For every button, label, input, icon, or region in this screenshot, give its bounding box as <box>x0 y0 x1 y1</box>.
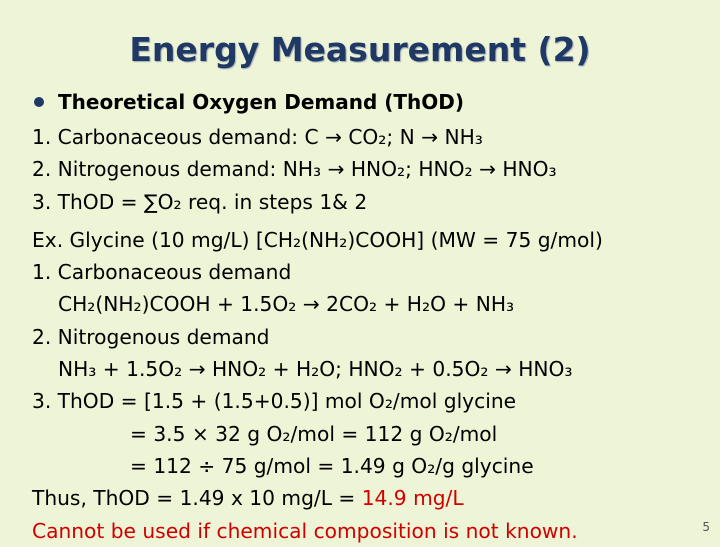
text-line: 3. ThOD = ∑O₂ req. in steps 1& 2 <box>32 189 368 214</box>
text-line: 1. Carbonaceous demand: C → CO₂; N → NH₃ <box>32 125 483 149</box>
text-line: 2. Nitrogenous demand: NH₃ → HNO₂; HNO₂ → HNO₃ <box>32 157 557 182</box>
conclusion-result: 14.9 mg/L <box>361 486 464 511</box>
text-line: 1. Carbonaceous demand <box>32 260 292 285</box>
equation-line: NH₃ + 1.5O₂ → HNO₂ + H₂O; HNO₂ + 0.5O₂ → HNO₃ <box>58 357 573 382</box>
text-line: 3. ThOD = [1.5 + (1.5+0.5)] mol O₂/mol glycine <box>32 389 517 414</box>
example-line: Ex. Glycine (10 mg/L) [CH₂(NH₂)COOH] (MW = 75 g/mol) <box>32 227 603 252</box>
bullet-heading <box>34 90 464 114</box>
conclusion-line <box>32 482 702 514</box>
equation-line: = 112 ÷ 75 g/mol = 1.49 g O₂/g glycine <box>130 453 534 478</box>
bullet-heading-text: Theoretical Oxygen Demand (ThOD) <box>58 90 465 114</box>
equation-line: CH₂(NH₂)COOH + 1.5O₂ → 2CO₂ + H₂O + NH₃ <box>58 292 515 317</box>
page-number: 5 <box>702 520 710 534</box>
warning-line: Cannot be used if chemical composition is not known. <box>32 518 578 543</box>
equation-line: = 3.5 × 32 g O₂/mol = 112 g O₂/mol <box>130 421 498 446</box>
text-line: 2. Nitrogenous demand <box>32 324 270 349</box>
slide-body <box>32 121 702 547</box>
conclusion-prefix: Thus, ThOD = 1.49 x 10 mg/L = <box>32 486 362 511</box>
slide-title: Energy Measurement (2) <box>129 30 591 69</box>
bullet-dot-icon <box>34 97 44 107</box>
